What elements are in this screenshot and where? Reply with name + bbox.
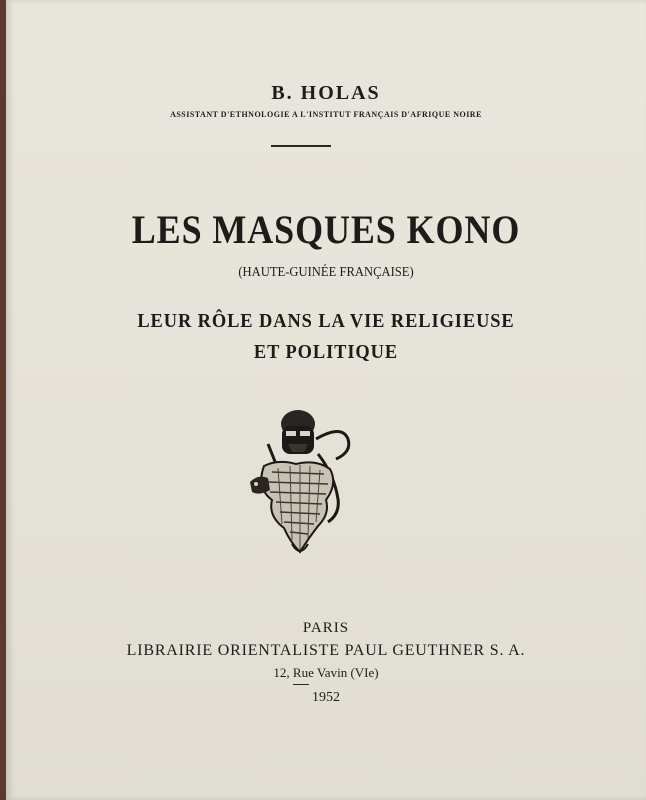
publication-year: 1952: [312, 690, 340, 705]
book-title: LES MASQUES KONO: [131, 207, 521, 252]
book-subtitle: (HAUTE-GUINÉE FRANÇAISE): [238, 265, 414, 280]
subtitle-line-1: LEUR RÔLE DANS LA VIE RELIGIEUSE: [137, 310, 515, 332]
imprint-publisher: LIBRAIRIE ORIENTALISTE PAUL GEUTHNER S. A.: [126, 642, 526, 659]
imprint-city: PARIS: [302, 620, 350, 636]
year-divider: [293, 684, 309, 685]
author-affiliation: ASSISTANT D'ETHNOLOGIE A L'INSTITUT FRANÇAIS D'AFRIQUE NOIRE: [170, 110, 482, 119]
author-name: B. HOLAS: [271, 82, 381, 104]
title-divider: [271, 145, 331, 147]
subtitle-line-2: ET POLITIQUE: [253, 341, 399, 363]
book-cover: [6, 0, 646, 800]
imprint-address: 12, Rue Vavin (VIe): [273, 665, 379, 680]
kono-mask-dancer-icon: [238, 404, 368, 559]
